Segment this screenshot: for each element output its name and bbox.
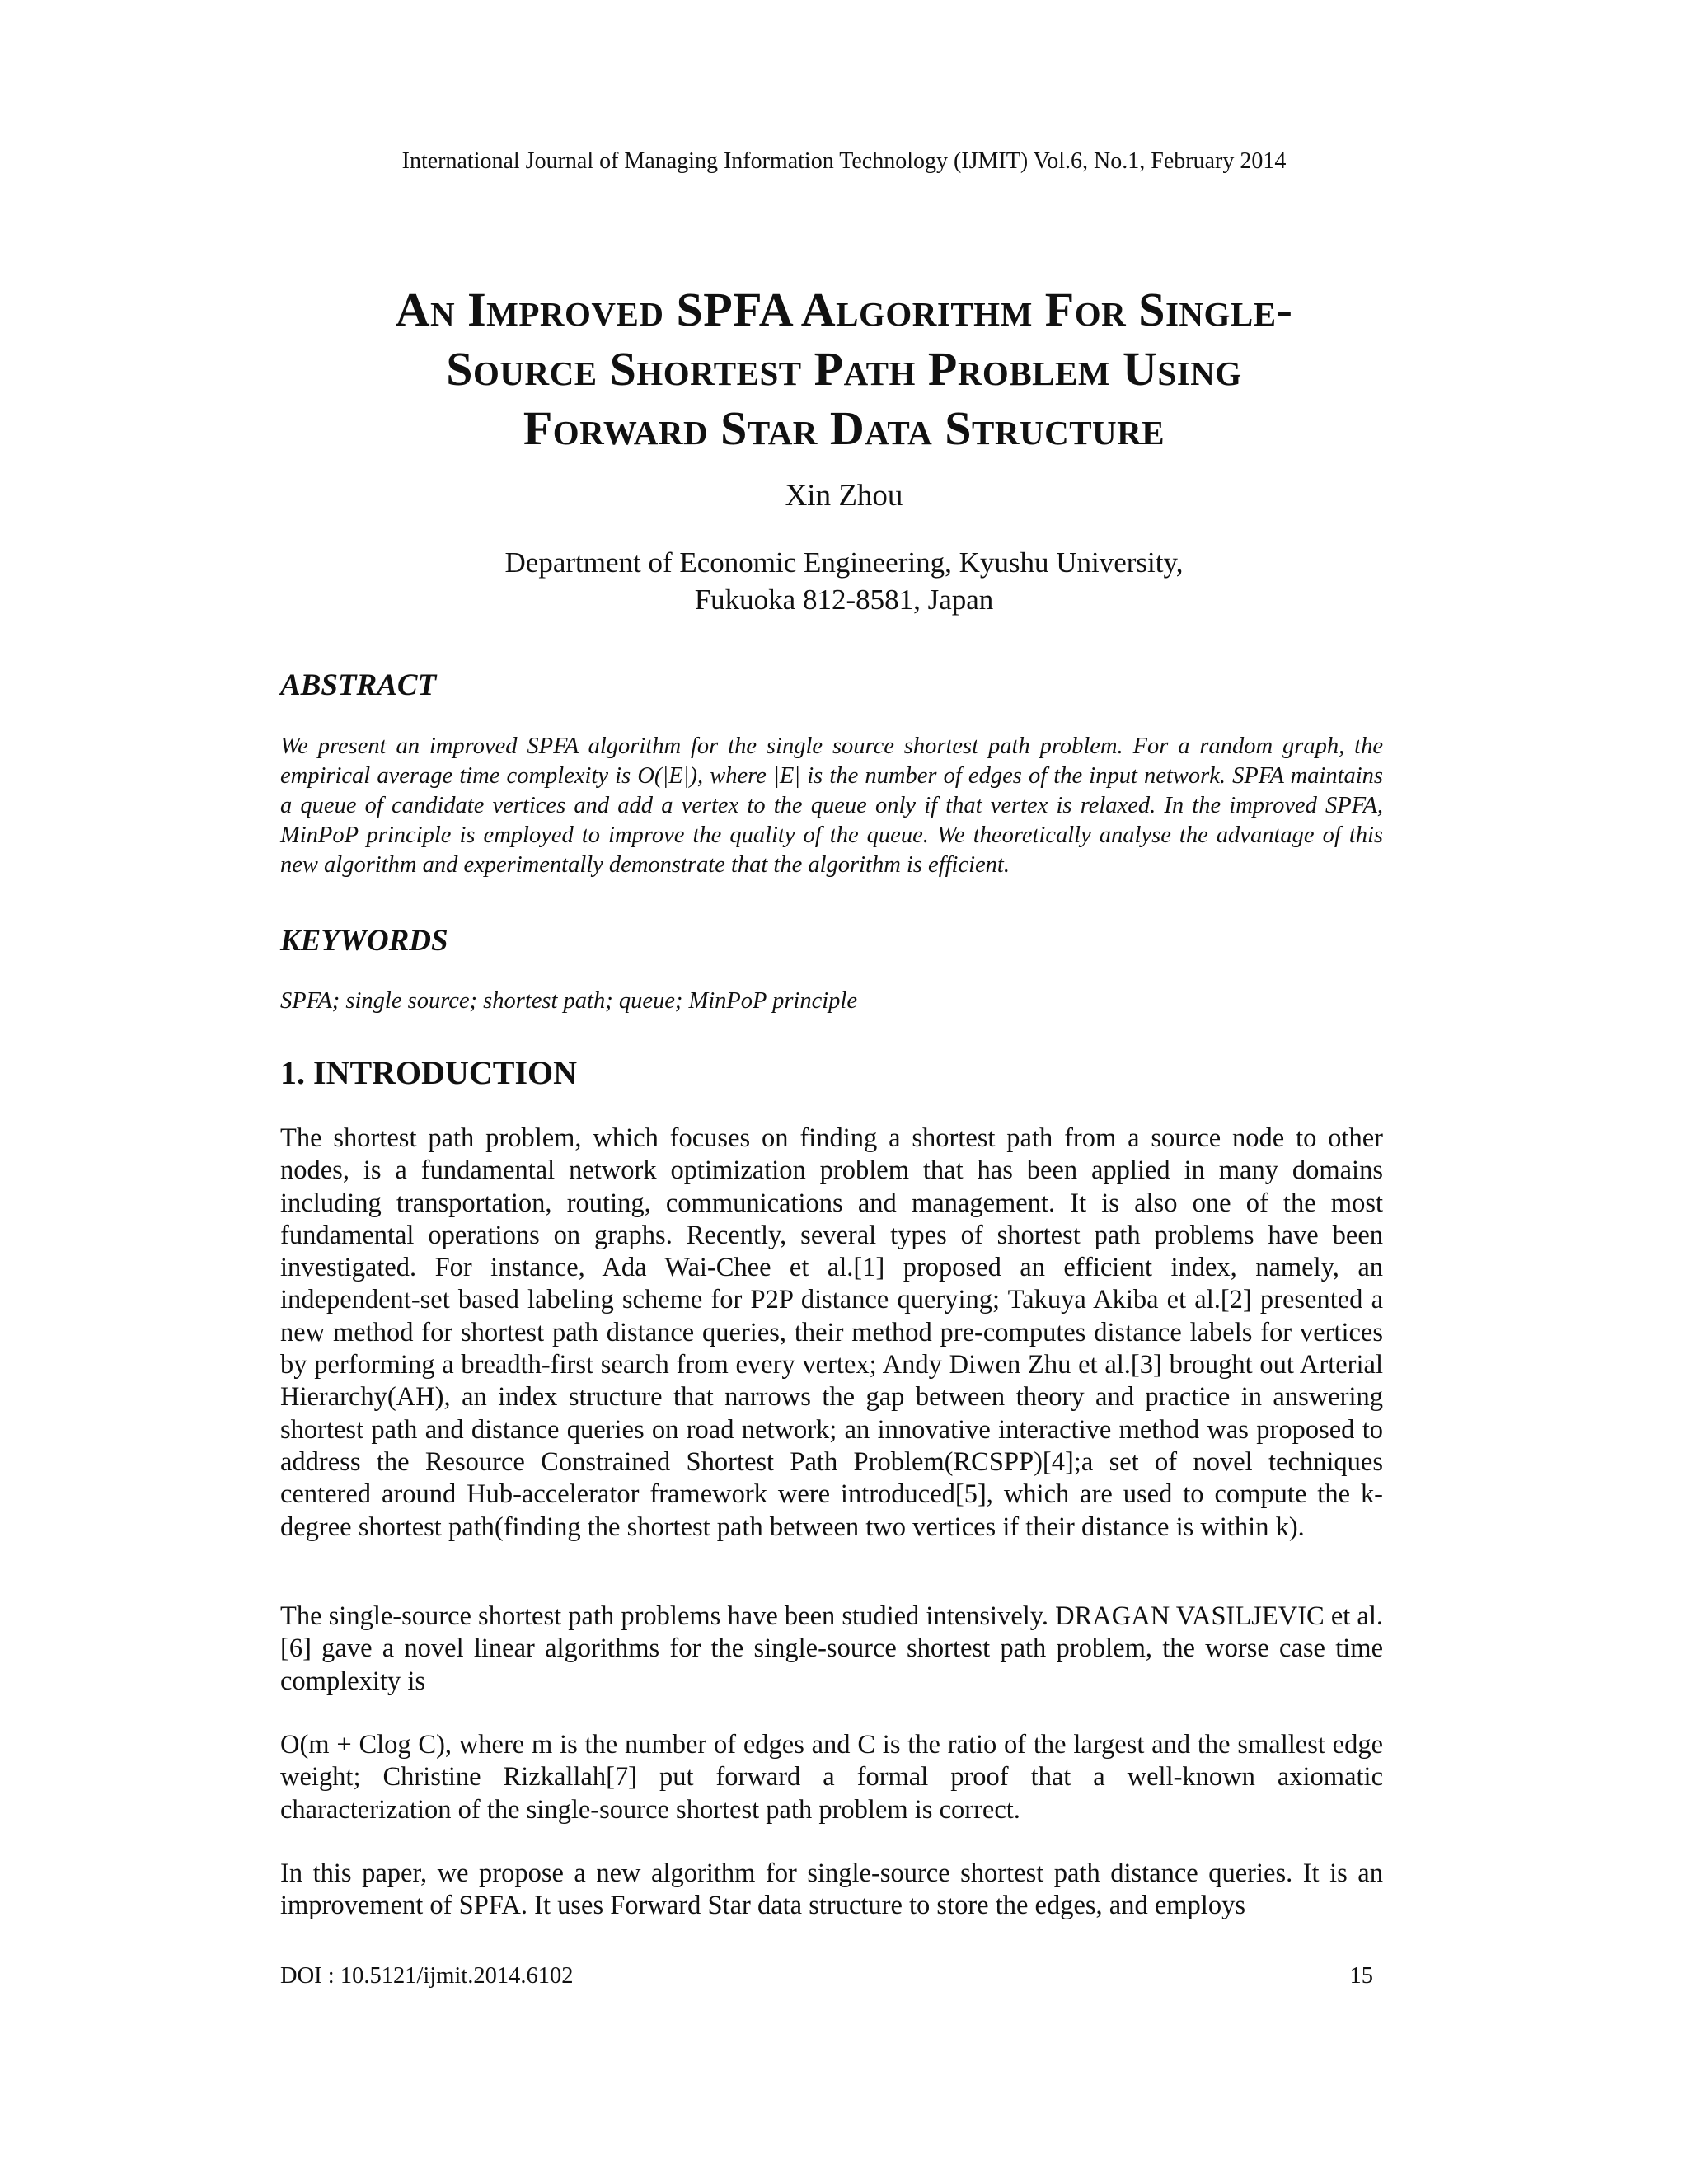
title-line: An Improved SPFA Algorithm For Single- [395,283,1293,336]
affiliation-line: Fukuoka 812-8581, Japan [694,583,994,616]
author-name: Xin Zhou [785,479,903,513]
keywords-text: SPFA; single source; shortest path; queue; MinPoP principle [280,988,857,1014]
abstract-text: We present an improved SPFA algorithm for the single source shortest path problem. For a random graph, the empirical average time complexity is O(|E|), where |E| is the number of edges of the input network. SPFA maintains a queue of candidate vertices and add a vertex to the queue only if that vertex is relaxed. In the improved SPFA, MinPoP principle is employed to improve the quality of the queue. We theoretically analyse the advantage of this new algorithm and experimentally demonstrate that the algorithm is efficient. [280,733,1383,878]
page-number: 15 [1349,1963,1373,1989]
author-affiliation [0,544,1688,618]
body-paragraph: The shortest path problem, which focuses on finding a shortest path from a source node to other nodes, is a fundamental network optimization problem that has been applied in many domains including transportation, routing, communications and management. It is also one of the most fundamental operations on graphs. Recently, several types of shortest path problems have been investigated. For instance, Ada Wai-Chee et al.[1] proposed an efficient index, namely, an independent-set based labeling scheme for P2P distance querying; Takuya Akiba et al.[2] presented a new method for shortest path distance queries, their method pre-computes distance labels for vertices by performing a breadth-first search from every vertex; Andy Diwen Zhu et al.[3] brought out Arterial Hierarchy(AH), an index structure that narrows the gap between theory and practice in answering shortest path and distance queries on road network; an innovative interactive method was proposed to address the Resource Constrained Shortest Path Problem(RCSPP)[4];a set of novel techniques centered around Hub-accelerator framework were introduced[5], which are used to compute the k-degree shortest path(finding the shortest path between two vertices if their distance is within k). [280,1123,1383,1542]
title-line: Forward Star Data Structure [523,401,1165,455]
body-paragraph: The single-source shortest path problems have been studied intensively. DRAGAN VASILJEVIC et al.[6] gave a novel linear algorithms for the single-source shortest path problem, the worse case time complexity is [280,1601,1383,1696]
introduction-heading: 1. INTRODUCTION [280,1054,578,1091]
title-line: Source Shortest Path Problem Using [446,342,1242,396]
abstract-heading: ABSTRACT [280,668,437,702]
running-header: International Journal of Managing Information Technology (IJMIT) Vol.6, No.1, February 2014 [401,148,1287,174]
keywords-heading: KEYWORDS [280,924,448,958]
doi-link: DOI : 10.5121/ijmit.2014.6102 [280,1963,574,1989]
body-paragraph: In this paper, we propose a new algorithm for single-source shortest path distance queries. It is an improvement of SPFA. It uses Forward Star data structure to store the edges, and employs [280,1858,1383,1921]
body-paragraph: O(m + Clog C), where m is the number of edges and C is the ratio of the largest and the smallest edge weight; Christine Rizkallah[7] put forward a formal proof that a well-known axiomatic characterization of the single-source shortest path problem is correct. [280,1730,1383,1825]
affiliation-line: Department of Economic Engineering, Kyushu University, [504,546,1184,579]
paper-title [247,280,1441,458]
